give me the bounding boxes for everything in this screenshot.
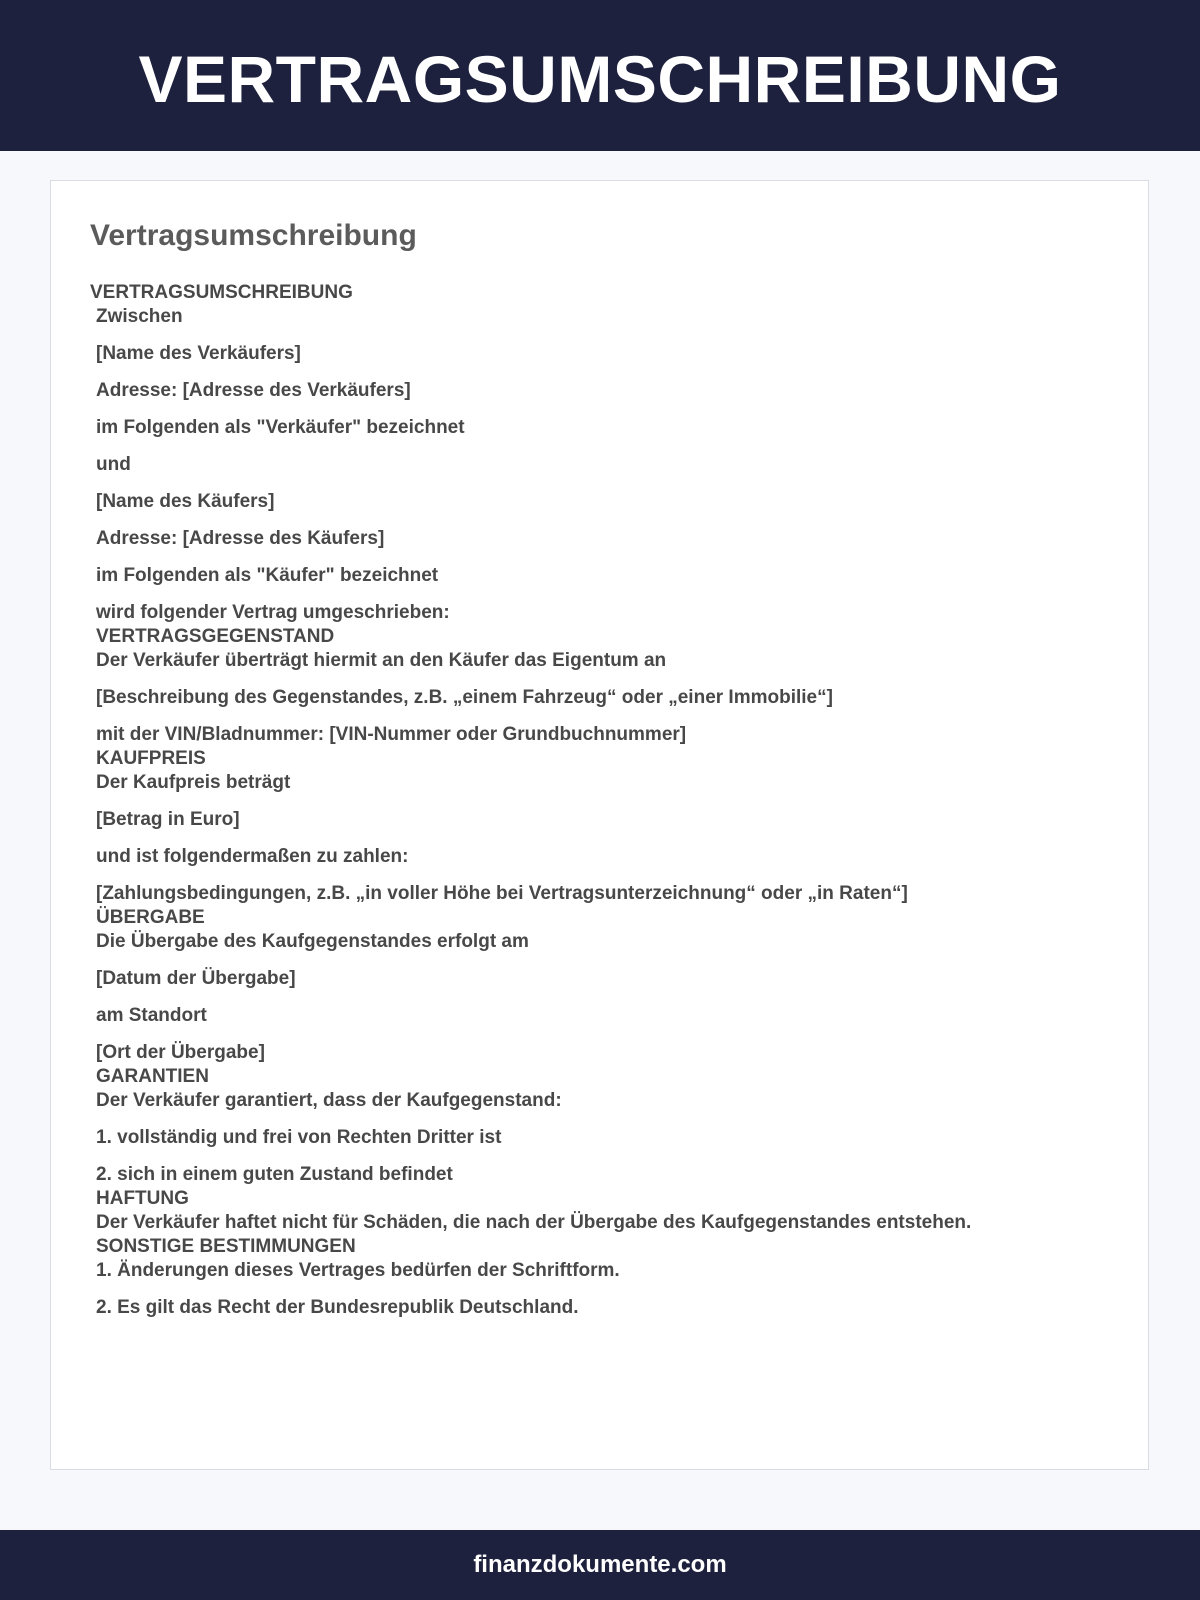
document-paragraph: 1. Änderungen dieses Vertrages bedürfen der Schriftform. [96, 1260, 620, 1281]
document-paragraph: [Datum der Übergabe] [96, 968, 296, 989]
document-paragraph: [Zahlungsbedingungen, z.B. „in voller Höhe bei Vertragsunterzeichnung“ oder „in Raten“] [96, 883, 908, 904]
document-heading: VERTRAGSUMSCHREIBUNG [90, 282, 353, 303]
document-paragraph: Der Kaufpreis beträgt [96, 772, 291, 793]
document-card [50, 180, 1149, 1470]
document-paragraph: Der Verkäufer garantiert, dass der Kaufgegenstand: [96, 1090, 562, 1111]
document-paragraph: [Beschreibung des Gegenstandes, z.B. „einem Fahrzeug“ oder „einer Immobilie“] [96, 687, 833, 708]
header-banner [0, 0, 1200, 151]
section-heading: ÜBERGABE [96, 907, 205, 928]
document-paragraph: [Name des Verkäufers] [96, 343, 301, 364]
document-paragraph: Zwischen [96, 306, 183, 327]
document-paragraph: Der Verkäufer haftet nicht für Schäden, die nach der Übergabe des Kaufgegenstandes entstehen. [96, 1212, 972, 1233]
section-heading: SONSTIGE BESTIMMUNGEN [96, 1236, 356, 1257]
banner-title: VERTRAGSUMSCHREIBUNG [138, 41, 1062, 116]
document-paragraph: Der Verkäufer überträgt hiermit an den Käufer das Eigentum an [96, 650, 667, 671]
document-paragraph: [Betrag in Euro] [96, 809, 240, 830]
document-paragraph: mit der VIN/Bladnummer: [VIN-Nummer oder Grundbuchnummer] [96, 724, 687, 745]
document-paragraph: Adresse: [Adresse des Käufers] [96, 528, 385, 549]
footer-banner [0, 1530, 1200, 1600]
document-paragraph: [Ort der Übergabe] [96, 1042, 265, 1063]
document-paragraph: 2. sich in einem guten Zustand befindet [96, 1164, 453, 1185]
document-paragraph: Adresse: [Adresse des Verkäufers] [96, 380, 411, 401]
document-paragraph: Die Übergabe des Kaufgegenstandes erfolgt am [96, 931, 529, 952]
document-paragraph: am Standort [96, 1005, 207, 1026]
footer-site-link[interactable]: finanzdokumente.com [473, 1551, 727, 1578]
document-paragraph: [Name des Käufers] [96, 491, 275, 512]
document-paragraph: und [96, 454, 131, 475]
document-paragraph: im Folgenden als "Käufer" bezeichnet [96, 565, 439, 586]
document-paragraph: 1. vollständig und frei von Rechten Dritter ist [96, 1127, 502, 1148]
document-body [90, 281, 1120, 1333]
section-heading: VERTRAGSGEGENSTAND [96, 626, 335, 647]
section-heading: HAFTUNG [96, 1188, 189, 1209]
document-paragraph: und ist folgendermaßen zu zahlen: [96, 846, 409, 867]
document-paragraph: 2. Es gilt das Recht der Bundesrepublik Deutschland. [96, 1297, 579, 1318]
document-paragraph: im Folgenden als "Verkäufer" bezeichnet [96, 417, 465, 438]
section-heading: KAUFPREIS [96, 748, 206, 769]
section-heading: GARANTIEN [96, 1066, 209, 1087]
document-paragraph: wird folgender Vertrag umgeschrieben: [96, 602, 450, 623]
document-title: Vertragsumschreibung [90, 219, 417, 252]
